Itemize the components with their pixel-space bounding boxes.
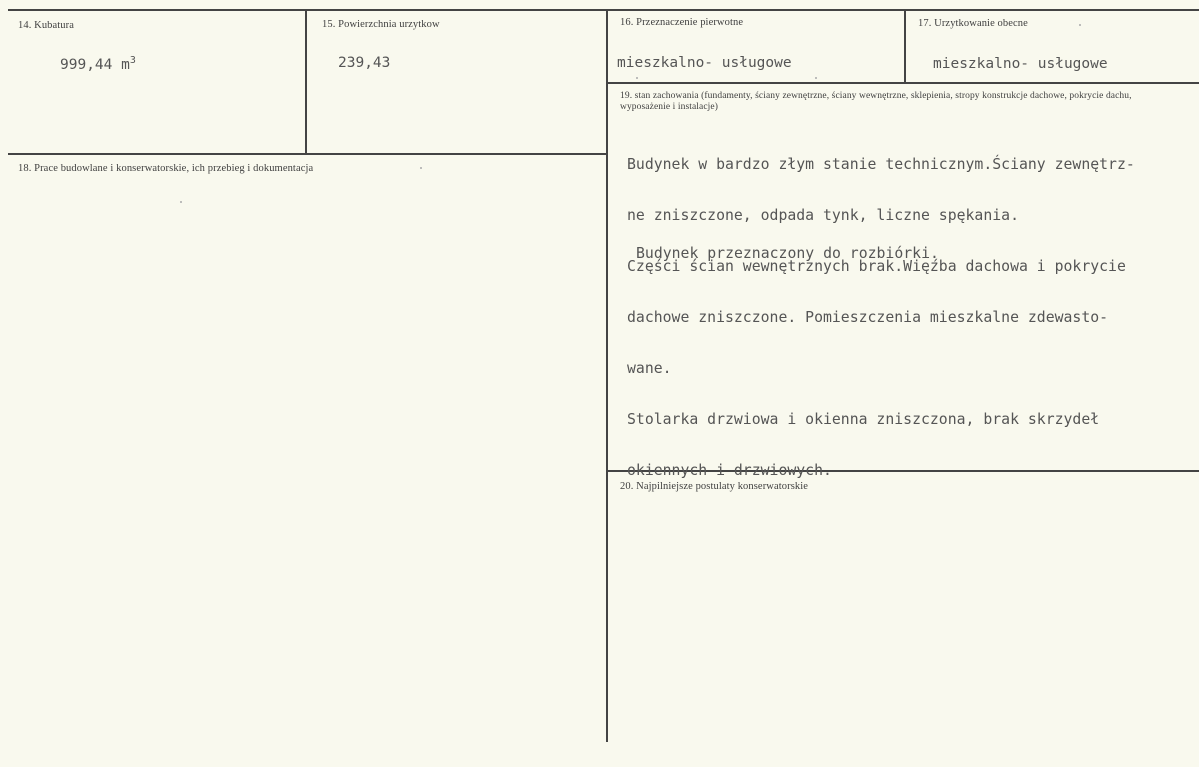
- description-line: Stolarka drzwiowa i okienna zniszczona, brak skrzydeł: [627, 411, 1100, 428]
- field-18-label: 18. Prace budowlane i konserwatorskie, ich przebieg i dokumentacja: [18, 163, 314, 174]
- field-14-value: [60, 55, 136, 73]
- divider-under-14-15: [8, 153, 607, 155]
- field-20-label: 20. Najpilniejsze postulaty konserwatorskie: [620, 481, 809, 492]
- field-16-value: mieszkalno- usługowe: [617, 55, 792, 71]
- top-border-line: [8, 9, 1199, 11]
- description-line: Budynek w bardzo złym stanie technicznym.Ściany zewnętrz-: [627, 156, 1135, 173]
- field-16-label: 16. Przeznaczenie pierwotne: [620, 17, 744, 28]
- field-19-final-line: Budynek przeznaczony do rozbiórki.: [636, 245, 939, 262]
- field-14-label: 14. Kubatura: [18, 20, 75, 31]
- field-17-label: 17. Urzytkowanie obecne: [918, 18, 1028, 29]
- field-14-unit-exponent: 3: [129, 55, 136, 66]
- description-line: dachowe zniszczone. Pomieszczenia mieszkalne zdewasto-: [627, 309, 1109, 326]
- scan-speck: [636, 77, 638, 79]
- scan-speck: [1079, 24, 1081, 26]
- field-19-label: 19. stan zachowania (fundamenty, ściany zewnętrzne, ściany wewnętrzne, sklepienia, stropy konstrukcje dachowe, pokrycie dachu, wyposażenie i instalacje): [620, 91, 1132, 112]
- field-14-number: 999,44 m: [60, 56, 130, 73]
- scan-speck: [180, 201, 182, 203]
- field-15-value: 239,43: [338, 55, 391, 71]
- description-line: ne zniszczone, odpada tynk, liczne spękania.: [627, 207, 1019, 224]
- divider-under-16-17: [607, 82, 1199, 84]
- divider-16-17: [904, 9, 906, 82]
- field-15-label: 15. Powierzchnia urzytkow: [322, 19, 440, 30]
- description-line: okiennych i drzwiowych.: [627, 462, 832, 479]
- scan-speck: [815, 77, 817, 79]
- scan-speck: [420, 167, 422, 169]
- description-line: Części ścian wewnętrznych brak.Więźba dachowa i pokrycie: [627, 258, 1126, 275]
- divider-14-15: [305, 9, 307, 155]
- description-line: wane.: [627, 360, 672, 377]
- divider-center: [606, 9, 608, 742]
- field-19-description: [627, 122, 1135, 513]
- field-17-value: mieszkalno- usługowe: [933, 56, 1108, 72]
